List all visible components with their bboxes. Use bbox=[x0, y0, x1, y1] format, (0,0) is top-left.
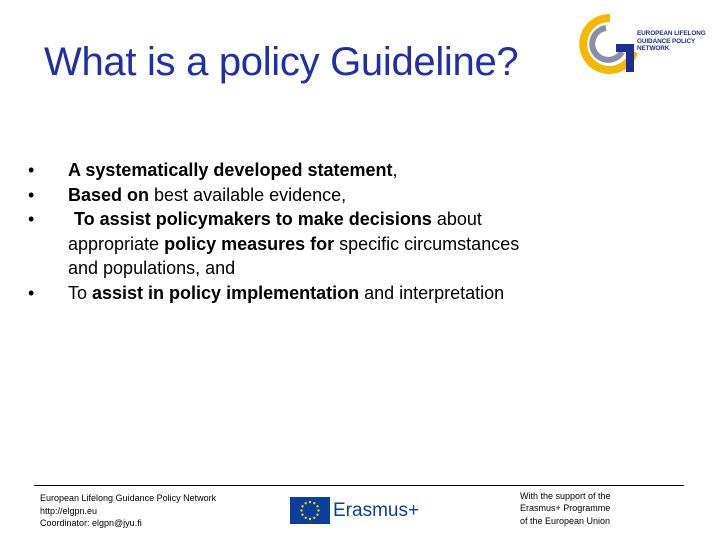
footer-support-note bbox=[520, 490, 611, 527]
footer-network-name: European Lifelong Guidance Policy Network bbox=[40, 493, 217, 503]
bullet-text-bold: policy measures for bbox=[164, 233, 335, 254]
logo-text-line1: EUROPEAN LIFELONG bbox=[637, 30, 706, 37]
erasmus-label: Erasmus+ bbox=[333, 500, 420, 521]
bullet-icon: • bbox=[28, 209, 35, 229]
bullet-list bbox=[28, 158, 548, 305]
footer-website-link[interactable]: http://elgpn.eu bbox=[40, 505, 98, 516]
bullet-text-bold: assist in policy implementation bbox=[92, 282, 360, 303]
bullet-icon: • bbox=[28, 160, 35, 180]
slide-title: What is a policy Guideline? bbox=[44, 40, 519, 84]
bullet-item bbox=[28, 281, 548, 306]
eu-flag-icon bbox=[290, 497, 330, 524]
bullet-icon: • bbox=[28, 282, 35, 303]
bullet-text-bold: A systematically developed statement bbox=[68, 160, 393, 180]
bullet-text: specific circumstances and populations, and bbox=[68, 233, 520, 278]
bullet-text-bold: Based on bbox=[68, 184, 155, 205]
footer-network-info bbox=[40, 492, 216, 530]
logo-text-line2: GUIDANCE POLICY bbox=[637, 37, 696, 45]
bullet-text-bold: To assist policymakers to make decisions bbox=[74, 209, 432, 229]
bullet-text: To bbox=[68, 282, 93, 303]
bullet-icon: • bbox=[28, 184, 35, 205]
footer-coordinator: Coordinator: elgpn@jyu.fi bbox=[40, 518, 142, 528]
bullet-text: best available evidence, bbox=[154, 184, 347, 205]
bullet-item bbox=[28, 183, 548, 208]
erasmus-logo bbox=[290, 497, 420, 525]
bullet-text: about appropriate bbox=[68, 209, 482, 254]
bullet-text: and interpretation bbox=[359, 282, 505, 303]
footer-support-line3: of the European Union bbox=[520, 515, 611, 526]
bullet-text: , bbox=[392, 160, 398, 180]
logo-text bbox=[637, 30, 706, 53]
logo-text-line3: NETWORK bbox=[637, 45, 670, 53]
footer-support-line2: Erasmus+ Programme bbox=[520, 503, 611, 514]
footer-support-line1: With the support of the bbox=[520, 491, 611, 501]
bullet-item bbox=[28, 207, 548, 281]
bullet-item bbox=[28, 158, 548, 183]
footer-divider bbox=[34, 485, 684, 486]
